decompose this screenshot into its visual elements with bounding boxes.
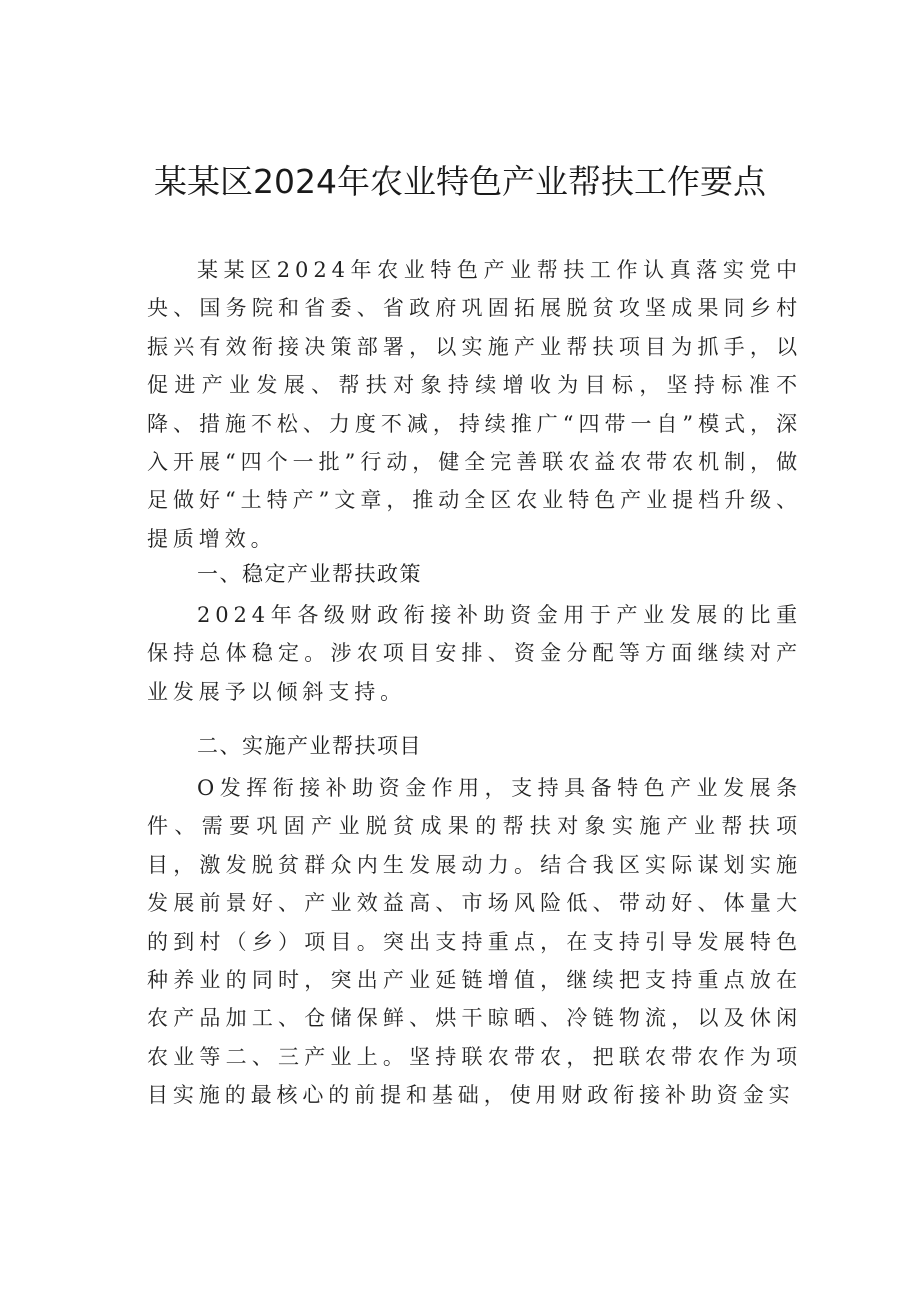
section-paragraph-policy: 2024年各级财政衔接补助资金用于产业发展的比重保持总体稳定。涉农项目安排、资金分配等方面继续对产业发展予以倾斜支持。 [147, 603, 802, 704]
section-paragraph-projects: O发挥衔接补助资金作用，支持具备特色产业发展条件、需要巩固产业脱贫成果的帮扶对象实施产业帮扶项目，激发脱贫群众内生发展动力。结合我区实际谋划实施发展前景好、产业效益高、市场风险低、带动好、体量大的到村（乡）项目。突出支持重点，在支持引导发展特色种养业的同时，突出产业延链增值，继续把支持重点放在农产品加工、仓储保鲜、烘干晾晒、冷链物流，以及休闲农业等二、三产业上。坚持联农带农，把联农带农作为项目实施的最核心的前提和基础，使用财政衔接补助资金实 [147, 776, 802, 1108]
intro-paragraph: 某某区2024年农业特色产业帮扶工作认真落实党中央、国务院和省委、省政府巩固拓展脱贫攻坚成果同乡村振兴有效衔接决策部署，以实施产业帮扶项目为抓手，以促进产业发展、帮扶对象持续增收为目标，坚持标准不降、措施不松、力度不减，持续推广“四带一自”模式，深入开展“四个一批”行动，健全完善联农益农带农机制，做足做好“土特产”文章，推动全区农业特色产业提档升级、提质增效。 [147, 258, 802, 551]
section-heading-policy: 一、稳定产业帮扶政策 [197, 562, 422, 586]
section-heading-projects: 二、实施产业帮扶项目 [197, 734, 422, 758]
document-title: 某某区2024年农业特色产业帮扶工作要点 [154, 162, 766, 201]
